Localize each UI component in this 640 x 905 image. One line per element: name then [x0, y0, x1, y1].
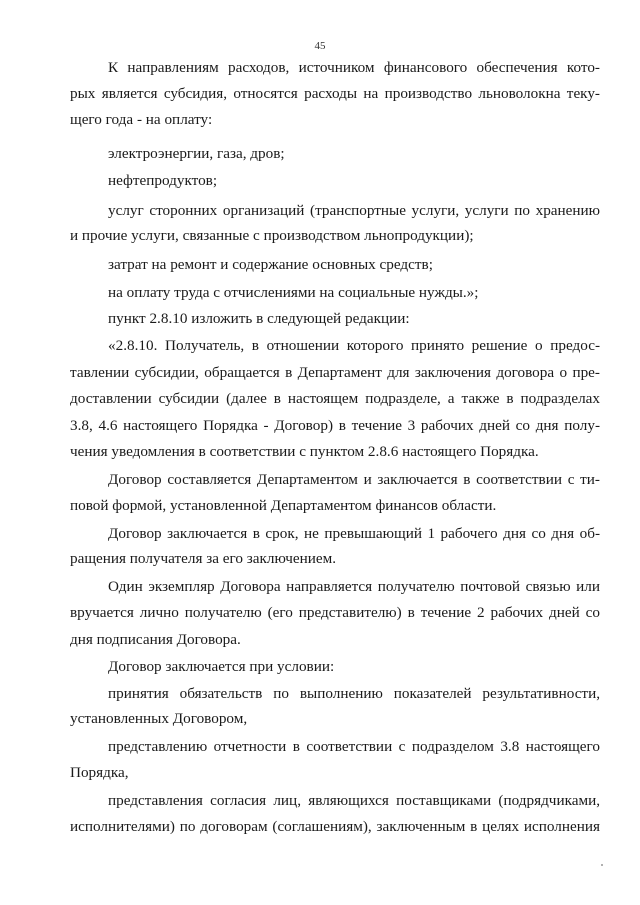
text-line: и прочие услуги, связанные с производством льнопродукции); [70, 227, 474, 244]
text-line: представлению отчетности в соответствии с подразделом 3.8 настоящего [108, 738, 600, 755]
text-line: повой формой, установленной Департаментом финансов области. [70, 497, 497, 514]
text-line: исполнителями) по договорам (соглашениям), заключенным в целях исполнения [70, 818, 600, 835]
text-line: затрат на ремонт и содержание основных средств; [108, 256, 433, 273]
text-line: вручается лично получателю (его представителю) в течение 2 рабочих дней со [70, 604, 600, 621]
text-line: установленных Договором, [70, 710, 248, 727]
text-line: Договор заключается при условии: [108, 658, 335, 675]
text-line: пункт 2.8.10 изложить в следующей редакции: [108, 310, 410, 327]
text-line: дня подписания Договора. [70, 631, 241, 648]
text-line: услуг сторонних организаций (транспортные услуги, услуги по хранению [108, 202, 600, 219]
text-line: тавлении субсидии, обращается в Департамент для заключения договора о пре- [70, 364, 600, 381]
text-line: рых является субсидия, относятся расходы на производство льноволокна теку- [70, 85, 600, 102]
text-line: «2.8.10. Получатель, в отношении которого принято решение о предос- [108, 337, 600, 354]
text-line: 3.8, 4.6 настоящего Порядка - Договор) в течение 3 рабочих дней со дня полу- [70, 417, 600, 434]
text-line: Договор заключается в срок, не превышающий 1 рабочего дня со дня об- [108, 525, 600, 542]
text-line: Порядка, [70, 764, 129, 781]
text-line: Договор составляется Департаментом и заключается в соответствии с ти- [108, 471, 600, 488]
text-line: нефтепродуктов; [108, 172, 218, 189]
scan-speck [601, 864, 603, 866]
text-line: чения уведомления в соответствии с пунктом 2.8.6 настоящего Порядка. [70, 443, 539, 460]
page-number: 45 [314, 40, 326, 52]
text-line: ращения получателя за его заключением. [70, 550, 336, 567]
text-line: щего года - на оплату: [70, 111, 213, 128]
text-line: на оплату труда с отчислениями на социальные нужды.»; [108, 284, 479, 301]
text-line: К направлениям расходов, источником финансового обеспечения кото- [108, 59, 600, 76]
text-line: доставлении субсидии (далее в настоящем подразделе, а также в подразделах [70, 390, 600, 407]
text-line: принятия обязательств по выполнению показателей результативности, [108, 685, 600, 702]
text-line: представления согласия лиц, являющихся поставщиками (подрядчиками, [108, 792, 600, 809]
text-line: Один экземпляр Договора направляется получателю почтовой связью или [108, 578, 600, 595]
text-line: электроэнергии, газа, дров; [108, 145, 285, 162]
